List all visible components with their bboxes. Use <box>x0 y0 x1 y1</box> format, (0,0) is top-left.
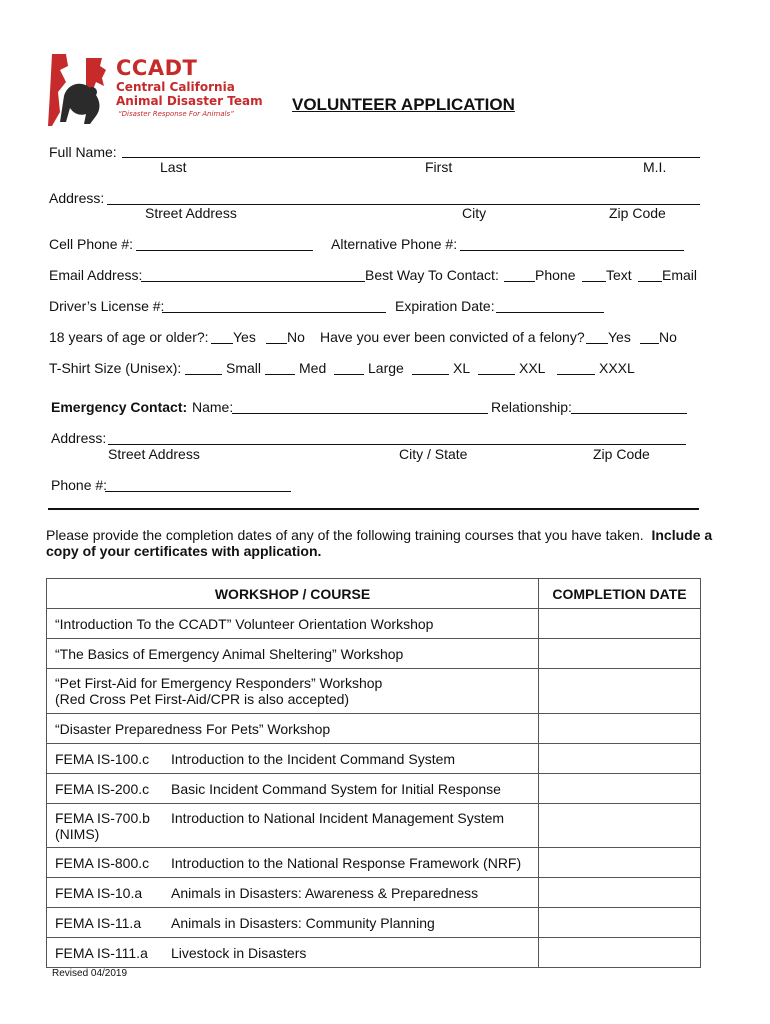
course-description: Livestock in Disasters <box>171 944 307 961</box>
course-description: Introduction to the National Response Framework (NRF) <box>171 854 522 871</box>
drivers-license-label: Driver’s License #: <box>49 298 165 314</box>
emergency-address-label: Address: <box>51 430 107 446</box>
size-med-blank[interactable] <box>265 374 295 375</box>
course-code: FEMA IS-800.c <box>55 854 150 871</box>
alt-phone-field[interactable] <box>460 250 684 251</box>
table-row <box>47 744 701 774</box>
size-xxxl-blank[interactable] <box>557 374 595 375</box>
best-way-label: Best Way To Contact: <box>365 267 499 283</box>
logo-tagline: “Disaster Response For Animals” <box>118 110 234 118</box>
email-label: Email Address: <box>49 267 143 283</box>
course-name: “Introduction To the CCADT” Volunteer Orientation Workshop <box>47 609 539 639</box>
felony-no-option: No <box>659 329 677 345</box>
emergency-phone-field[interactable] <box>105 491 291 492</box>
full-name-last-caption: Last <box>160 159 187 175</box>
completion-date-cell[interactable] <box>539 878 701 908</box>
completion-date-cell[interactable] <box>539 639 701 669</box>
emergency-phone-label: Phone #: <box>51 477 108 493</box>
address-city-caption: City <box>462 205 487 221</box>
emergency-city-caption: City / State <box>399 446 468 462</box>
table-row <box>47 609 701 639</box>
cell-phone-label: Cell Phone #: <box>49 236 134 252</box>
logo-emblem-icon <box>46 52 110 128</box>
expiration-field[interactable] <box>496 312 604 313</box>
logo-abbr: CCADT <box>116 56 198 80</box>
size-xxxl-option: XXXL <box>599 360 635 376</box>
felony-no-blank[interactable] <box>640 343 659 344</box>
address-label: Address: <box>49 190 105 206</box>
course-code: FEMA IS-700.b <box>55 809 150 826</box>
address-street-caption: Street Address <box>145 205 237 221</box>
table-row <box>47 908 701 938</box>
table-row <box>47 714 701 744</box>
training-instructions <box>46 527 716 559</box>
age-question-label: 18 years of age or older?: <box>49 329 209 345</box>
contact-text-blank[interactable] <box>582 281 606 282</box>
emergency-relationship-field[interactable] <box>571 413 687 414</box>
course-code: FEMA IS-100.c <box>55 750 150 767</box>
size-small-blank[interactable] <box>185 374 222 375</box>
size-xxl-option: XXL <box>519 360 546 376</box>
course-description: Introduction to the Incident Command System <box>171 750 456 767</box>
size-xxl-blank[interactable] <box>478 374 515 375</box>
instructions-text: Please provide the completion dates of any of the following training courses that you have taken. <box>46 527 644 543</box>
section-divider <box>48 508 699 510</box>
course-description: Introduction to National Incident Management System <box>171 809 505 826</box>
table-row <box>47 878 701 908</box>
age-no-option: No <box>287 329 305 345</box>
course-description: Animals in Disasters: Awareness & Preparedness <box>171 884 479 901</box>
course-name <box>47 669 539 714</box>
course-code-suffix: (NIMS) <box>55 825 100 842</box>
emergency-zip-caption: Zip Code <box>593 446 650 462</box>
table-row <box>47 774 701 804</box>
tshirt-size-label: T-Shirt Size (Unisex): <box>49 360 182 376</box>
course-name-line2: (Red Cross Pet First-Aid/CPR is also accepted) <box>55 691 350 707</box>
age-yes-blank[interactable] <box>211 343 233 344</box>
size-large-option: Large <box>368 360 404 376</box>
page-title: VOLUNTEER APPLICATION <box>292 95 515 114</box>
emergency-relationship-label: Relationship: <box>491 399 572 415</box>
table-row <box>47 639 701 669</box>
size-small-option: Small <box>226 360 262 376</box>
felony-yes-blank[interactable] <box>586 343 608 344</box>
full-name-mi-caption: M.I. <box>643 159 667 175</box>
table-row <box>47 938 701 968</box>
course-description: Animals in Disasters: Community Planning <box>171 914 435 931</box>
emergency-name-field[interactable] <box>232 413 488 414</box>
table-row <box>47 848 701 878</box>
course-name-line1: “Pet First-Aid for Emergency Responders” Workshop <box>55 675 383 691</box>
alt-phone-label: Alternative Phone #: <box>331 236 458 252</box>
table-row <box>47 804 701 848</box>
completion-date-cell[interactable] <box>539 774 701 804</box>
contact-email-option: Email <box>662 267 698 283</box>
drivers-license-field[interactable] <box>162 312 386 313</box>
contact-text-option: Text <box>606 267 632 283</box>
completion-date-cell[interactable] <box>539 938 701 968</box>
table-header-row <box>47 579 701 609</box>
course-code: FEMA IS-111.a <box>55 944 148 961</box>
full-name-field[interactable] <box>122 157 700 158</box>
contact-phone-option: Phone <box>535 267 576 283</box>
emergency-name-label: Name: <box>192 399 234 415</box>
course-code: FEMA IS-200.c <box>55 780 150 797</box>
instructions-bold-1: Include a <box>651 527 713 543</box>
logo-name-line2: Animal Disaster Team <box>116 94 263 108</box>
emergency-contact-heading: Emergency Contact: <box>51 399 188 415</box>
expiration-label: Expiration Date: <box>395 298 495 314</box>
full-name-label: Full Name: <box>49 144 117 160</box>
size-xl-blank[interactable] <box>412 374 449 375</box>
course-code: FEMA IS-11.a <box>55 914 142 931</box>
logo-name-line1: Central California <box>116 80 235 94</box>
completion-date-cell[interactable] <box>539 669 701 714</box>
age-yes-option: Yes <box>233 329 256 345</box>
instructions-bold-2: copy of your certificates with application. <box>46 543 322 559</box>
felony-question-label: Have you ever been convicted of a felony? <box>320 329 585 345</box>
completion-date-cell[interactable] <box>539 744 701 774</box>
email-field[interactable] <box>141 281 365 282</box>
completion-date-cell[interactable] <box>539 908 701 938</box>
age-no-blank[interactable] <box>266 343 287 344</box>
full-name-first-caption: First <box>425 159 453 175</box>
revision-date: Revised 04/2019 <box>52 968 128 979</box>
completion-date-cell[interactable] <box>539 714 701 744</box>
completion-date-header: COMPLETION DATE <box>539 579 701 609</box>
size-xl-option: XL <box>453 360 471 376</box>
felony-yes-option: Yes <box>608 329 631 345</box>
course-name: “The Basics of Emergency Animal Sheltering” Workshop <box>47 639 539 669</box>
size-large-blank[interactable] <box>334 374 364 375</box>
contact-email-blank[interactable] <box>638 281 662 282</box>
emergency-address-field[interactable] <box>108 444 686 445</box>
cell-phone-field[interactable] <box>136 250 313 251</box>
size-med-option: Med <box>299 360 327 376</box>
training-courses-table <box>46 578 701 968</box>
workshop-course-header: WORKSHOP / COURSE <box>47 579 539 609</box>
completion-date-cell[interactable] <box>539 848 701 878</box>
course-code: FEMA IS-10.a <box>55 884 143 901</box>
address-zip-caption: Zip Code <box>609 205 666 221</box>
contact-phone-blank[interactable] <box>504 281 535 282</box>
completion-date-cell[interactable] <box>539 804 701 848</box>
emergency-street-caption: Street Address <box>108 446 200 462</box>
course-description: Basic Incident Command System for Initial Response <box>171 780 501 797</box>
table-row <box>47 669 701 714</box>
completion-date-cell[interactable] <box>539 609 701 639</box>
course-name: “Disaster Preparedness For Pets” Workshop <box>47 714 539 744</box>
